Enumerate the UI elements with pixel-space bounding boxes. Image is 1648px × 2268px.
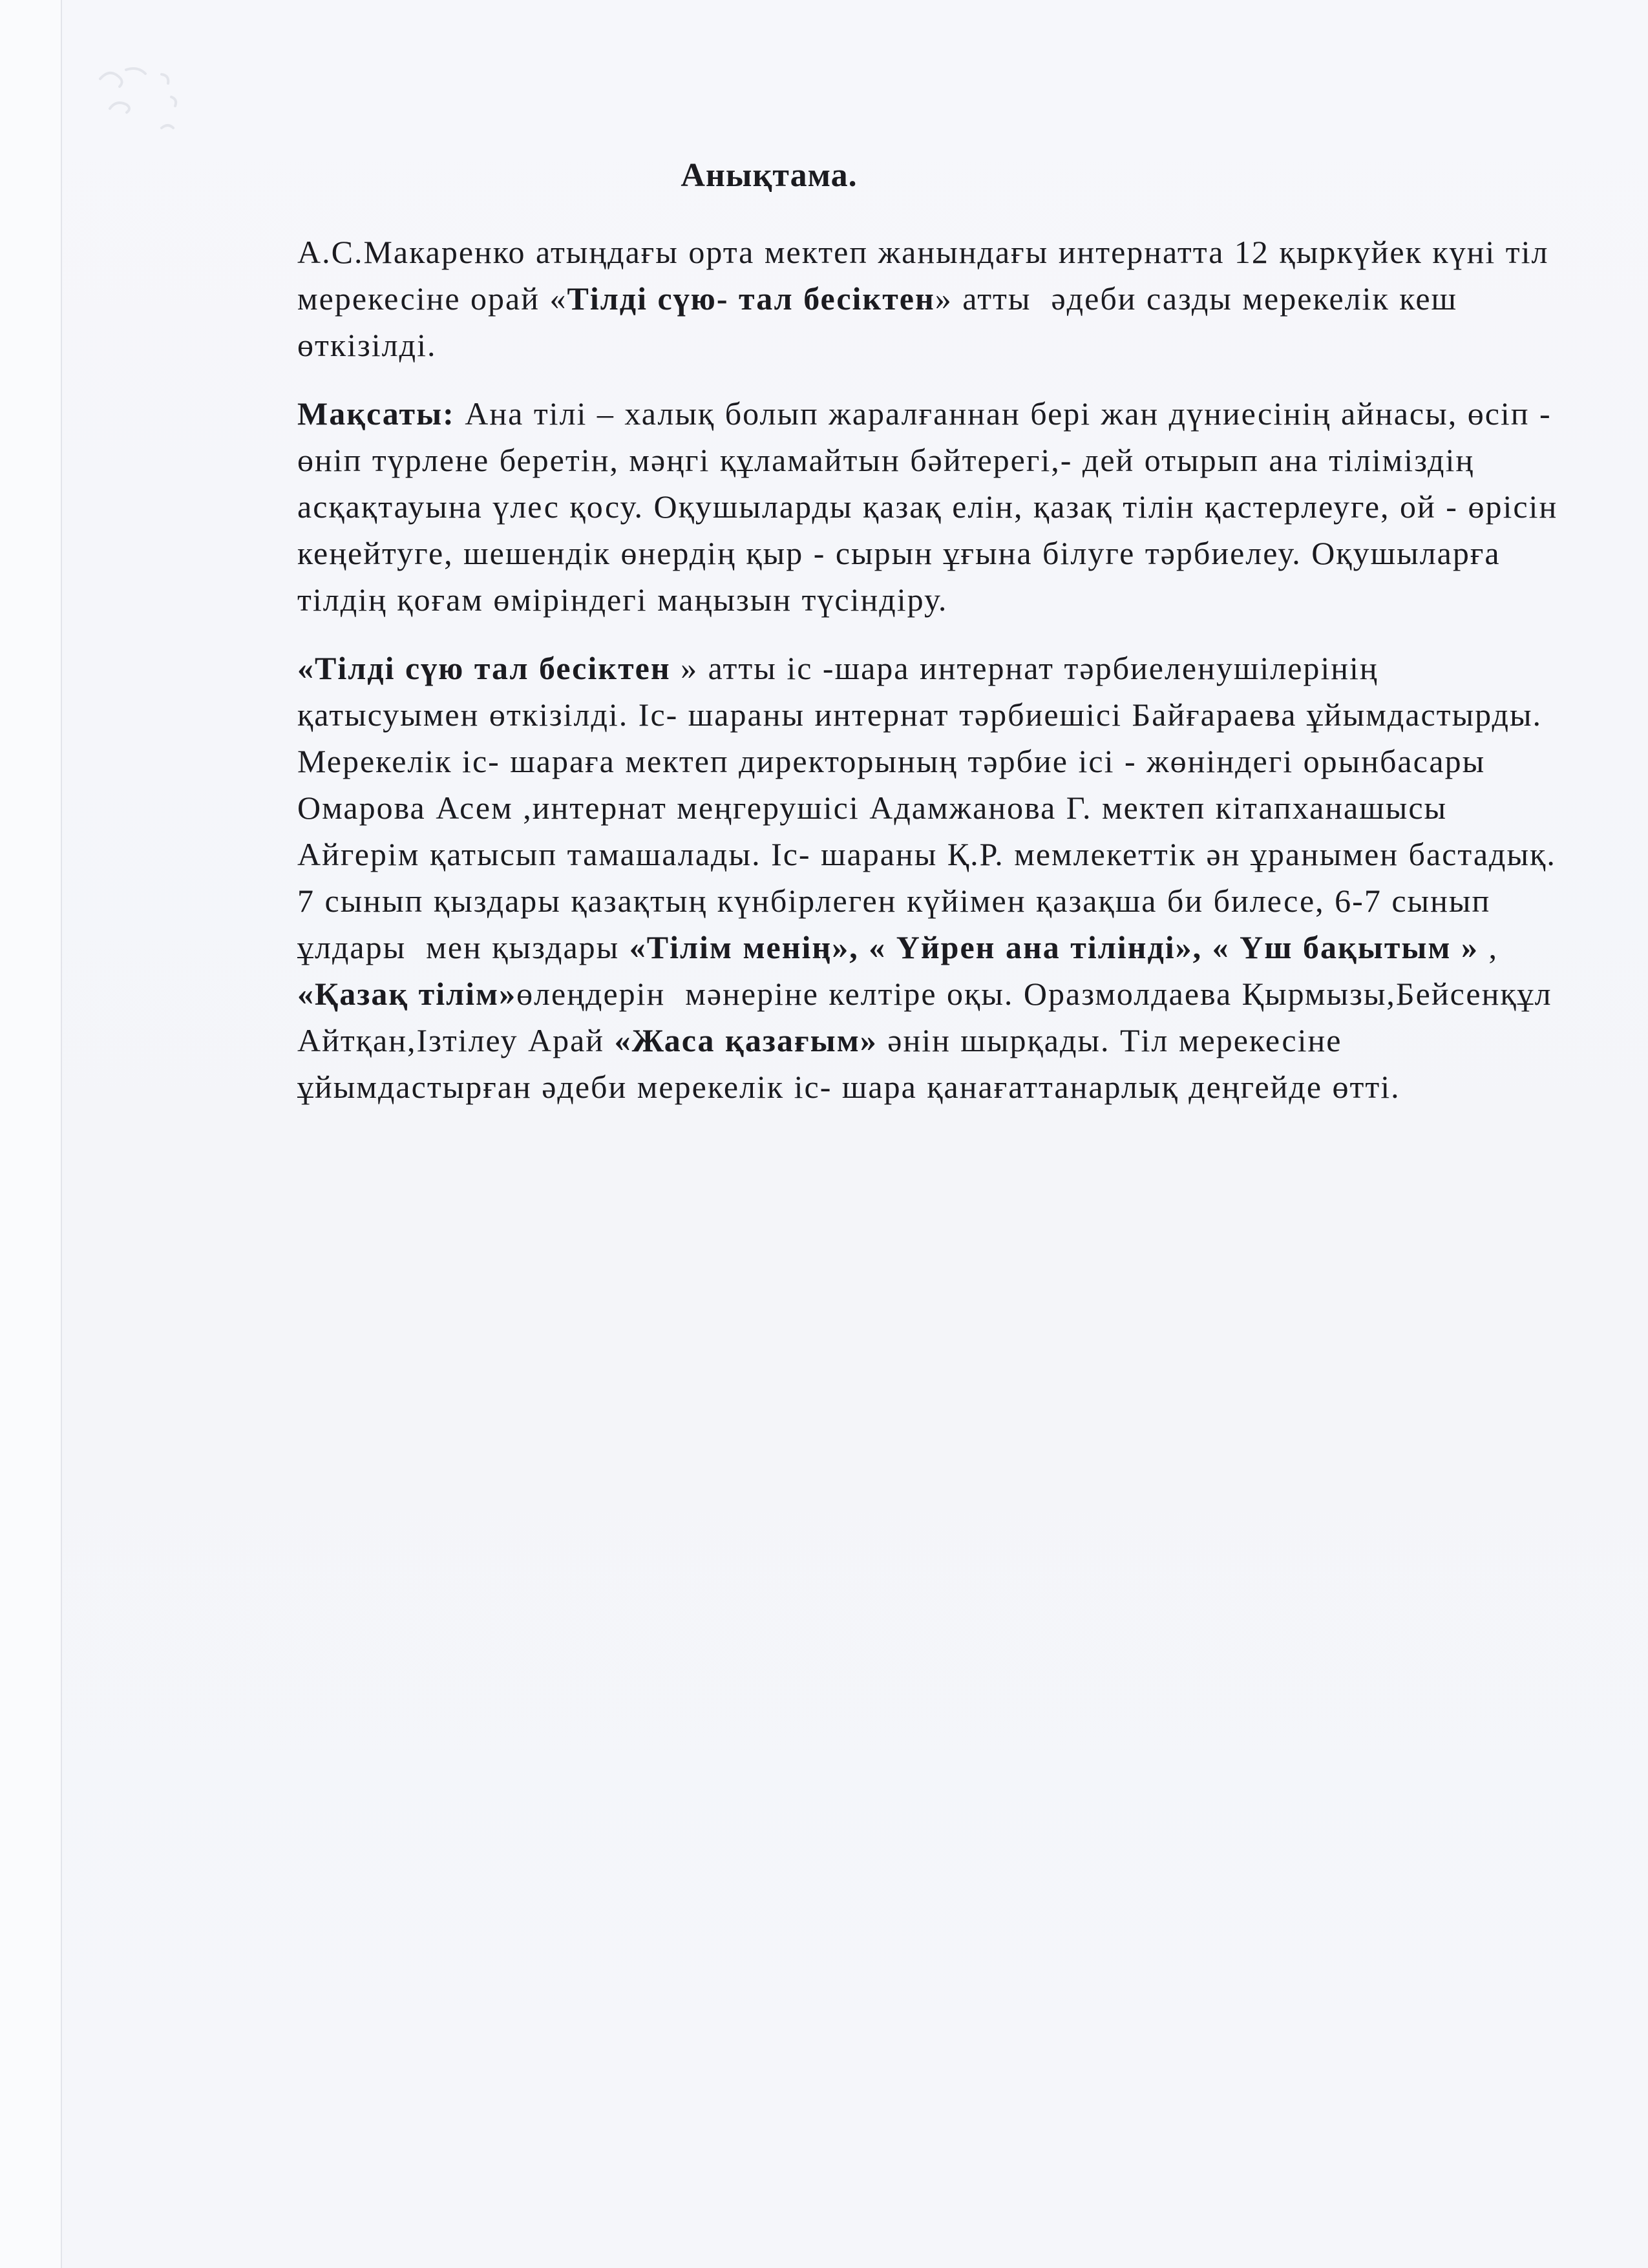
text-run: » атты іс -шара интернат тәрбиеленушілерінің қатысуымен өткізілді. Іс- шараны интернат тәрбиешісі Байғараева ұйымдастырды. Мерекелік іс- шараға мектеп директорының тәрбие ісі - жөніндегі орынбасары Омарова Асем ,интернат меңгерушісі Адамжанова Г. мектеп кітапханашысы Айгерім қатысып тамашалады. Іс- шараны Қ.Р. мемлекеттік ән ұранымен бастадық. 7 сынып қыздары қазақтың күнбірлеген күйімен қазақша би билесе, 6-7 сынып ұлдары мен қыздары bbox=[297, 650, 1567, 965]
paper-crease-line bbox=[0, 0, 62, 2268]
document-title: Анықтама. bbox=[681, 157, 858, 194]
bold-text-run: Мақсаты: bbox=[297, 395, 455, 432]
text-run: » атты әдеби сазды мерекелік кеш өткізілді. bbox=[297, 280, 1468, 363]
document-body bbox=[297, 229, 1568, 1110]
paragraph bbox=[297, 390, 1568, 623]
document-content bbox=[297, 152, 1568, 1132]
paragraph bbox=[297, 645, 1567, 1110]
bold-text-run: «Жаса қазағым» bbox=[614, 1022, 878, 1058]
text-run: әнін шырқады. Тіл мерекесіне ұйымдастырған әдеби мерекелік іс- шара қанағаттанарлық деңгейде өтті. bbox=[297, 1022, 1400, 1105]
text-run: А.С.Макаренко атыңдағы орта мектеп жанындағы интернатта 12 қыркүйек күні тіл мерекесіне орай « bbox=[297, 234, 1559, 317]
bold-text-run: «Тілім менің», « Үйрен ана тілінді», « Үш бақытым » bbox=[629, 929, 1479, 965]
paragraph bbox=[297, 229, 1564, 368]
bold-text-run: «Қазақ тілім» bbox=[297, 976, 517, 1012]
text-run: Ана тілі – халық болып жаралғаннан бері жан дүниесінің айнасы, өсіп - өніп түрлене беретін, мәңгі құламайтын бәйтерегі,- дей отырып ана тіліміздің асқақтауына үлес қосу. Оқушыларды қазақ елін, қазақ тілін қастерлеуге, ой - өрісін кеңейтуге, шешендік өнердің қыр - сырын ұғына білуге тәрбиелеу. Оқушыларға тілдің қоғам өміріндегі маңызын түсіндіру. bbox=[297, 395, 1568, 618]
bold-text-run: «Тілді сүю тал бесіктен bbox=[297, 650, 671, 686]
bold-text-run: Тілді сүю- тал бесіктен bbox=[567, 280, 935, 317]
text-run: өлеңдерін мәнеріне келтіре оқы. Оразмолдаева Қырмызы,Бейсенқұл Айтқан,Ізтілеу Арай bbox=[297, 976, 1563, 1058]
pencil-smudge-mark bbox=[65, 39, 233, 149]
text-run: , bbox=[1478, 929, 1508, 965]
